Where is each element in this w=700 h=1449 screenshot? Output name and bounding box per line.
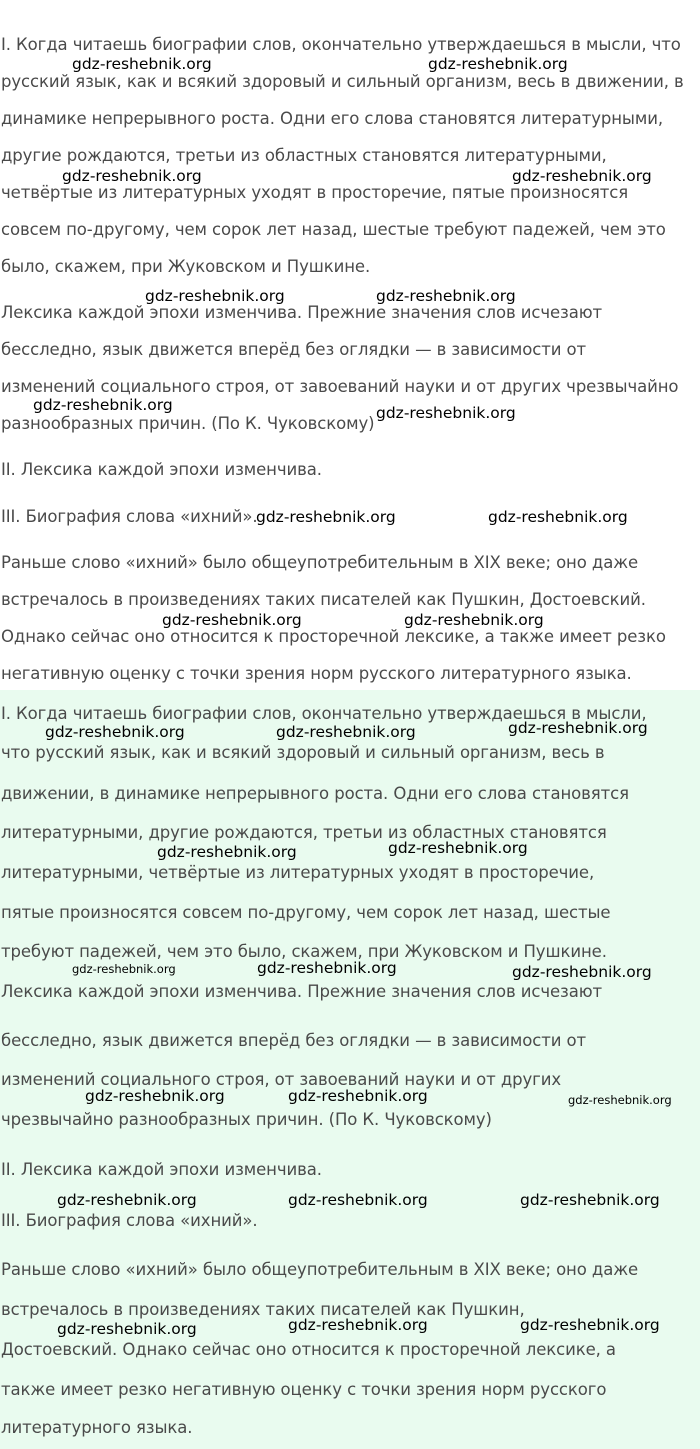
- text-line: динамике непрерывного роста. Одни его слова становятся литературными,: [1, 109, 663, 128]
- watermark: gdz-reshebnik.org: [57, 1320, 197, 1338]
- text-line: Однако сейчас оно относится к просторечной лексике, а также имеет резко: [1, 627, 666, 646]
- watermark: gdz-reshebnik.org: [520, 1316, 660, 1334]
- text-line: Лексика каждой эпохи изменчива. Прежние значения слов исчезают: [1, 982, 603, 1001]
- watermark: gdz-reshebnik.org: [388, 839, 528, 857]
- text-line: III. Биография слова «ихний».: [1, 1211, 258, 1230]
- text-line: I. Когда читаешь биографии слов, окончательно утверждаешься в мысли, что: [1, 35, 681, 54]
- text-block-answer: [0, 690, 700, 1449]
- watermark: gdz-reshebnik.org: [508, 719, 648, 737]
- text-line: II. Лексика каждой эпохи изменчива.: [1, 1160, 322, 1179]
- watermark: gdz-reshebnik.org: [376, 287, 516, 305]
- watermark: gdz-reshebnik.org: [376, 404, 516, 422]
- text-line: Достоевский. Однако сейчас оно относится к просторечной лексике, а: [1, 1340, 616, 1359]
- text-line: литературными, четвёртые из литературных уходят в просторечие,: [1, 863, 595, 882]
- text-line: чрезвычайно разнообразных причин. (По К. Чуковскому): [1, 1110, 492, 1129]
- text-block-original: [0, 0, 700, 690]
- watermark: gdz-reshebnik.org: [257, 959, 397, 977]
- text-line: было, скажем, при Жуковском и Пушкине.: [1, 257, 371, 276]
- text-line: четвёртые из литературных уходят в просторечие, пятые произносятся: [1, 183, 629, 202]
- text-line: требуют падежей, чем это было, скажем, при Жуковском и Пушкине.: [1, 942, 607, 961]
- watermark: gdz-reshebnik.org: [568, 1093, 672, 1107]
- watermark: gdz-reshebnik.org: [72, 55, 212, 73]
- text-line: изменений социального строя, от завоеваний науки и от других чрезвычайно: [1, 377, 679, 396]
- watermark: gdz-reshebnik.org: [428, 55, 568, 73]
- watermark: gdz-reshebnik.org: [520, 1191, 660, 1209]
- text-line: Лексика каждой эпохи изменчива. Прежние значения слов исчезают: [1, 303, 603, 322]
- text-line: совсем по-другому, чем сорок лет назад, шестые требуют падежей, чем это: [1, 220, 666, 239]
- watermark: gdz-reshebnik.org: [288, 1191, 428, 1209]
- watermark: gdz-reshebnik.org: [85, 1087, 225, 1105]
- watermark: gdz-reshebnik.org: [512, 167, 652, 185]
- watermark: gdz-reshebnik.org: [288, 1316, 428, 1334]
- text-line: движении, в динамике непрерывного роста. Одни его слова становятся: [1, 784, 629, 803]
- text-line: II. Лексика каждой эпохи изменчива.: [1, 460, 322, 479]
- text-line: другие рождаются, третьи из областных становятся литературными,: [1, 146, 607, 165]
- text-line: встречалось в произведениях таких писателей как Пушкин,: [1, 1300, 525, 1319]
- watermark: gdz-reshebnik.org: [45, 723, 185, 741]
- watermark: gdz-reshebnik.org: [157, 843, 297, 861]
- watermark: gdz-reshebnik.org: [62, 167, 202, 185]
- watermark: gdz-reshebnik.org: [57, 1191, 197, 1209]
- text-line: бесследно, язык движется вперёд без оглядки — в зависимости от: [1, 340, 587, 359]
- watermark: gdz-reshebnik.org: [256, 508, 396, 526]
- watermark: gdz-reshebnik.org: [288, 1087, 428, 1105]
- watermark: gdz-reshebnik.org: [33, 396, 173, 414]
- text-line: также имеет резко негативную оценку с точки зрения норм русского: [1, 1380, 607, 1399]
- text-line: пятые произносятся совсем по-другому, чем сорок лет назад, шестые: [1, 903, 611, 922]
- watermark: gdz-reshebnik.org: [72, 962, 176, 976]
- watermark: gdz-reshebnik.org: [162, 611, 302, 629]
- text-line: бесследно, язык движется вперёд без оглядки — в зависимости от: [1, 1031, 587, 1050]
- text-line: I. Когда читаешь биографии слов, окончательно утверждаешься в мысли,: [1, 704, 647, 723]
- text-line: Раньше слово «ихний» было общеупотребительным в XIX веке; оно даже: [1, 1260, 639, 1279]
- text-line: III. Биография слова «ихний».: [1, 507, 258, 526]
- watermark: gdz-reshebnik.org: [145, 287, 285, 305]
- text-line: Раньше слово «ихний» было общеупотребительным в XIX веке; оно даже: [1, 553, 639, 572]
- text-line: литературного языка.: [1, 1418, 193, 1437]
- text-line: негативную оценку с точки зрения норм русского литературного языка.: [1, 664, 632, 683]
- watermark: gdz-reshebnik.org: [488, 508, 628, 526]
- text-line: русский язык, как и всякий здоровый и сильный организм, весь в движении, в: [1, 72, 684, 91]
- text-line: что русский язык, как и всякий здоровый и сильный организм, весь в: [1, 743, 605, 762]
- text-line: изменений социального строя, от завоеваний науки и от других: [1, 1070, 562, 1089]
- watermark: gdz-reshebnik.org: [512, 963, 652, 981]
- watermark: gdz-reshebnik.org: [276, 723, 416, 741]
- text-line: разнообразных причин. (По К. Чуковскому): [1, 414, 375, 433]
- text-line: встречалось в произведениях таких писателей как Пушкин, Достоевский.: [1, 590, 646, 609]
- watermark: gdz-reshebnik.org: [404, 611, 544, 629]
- text-line: литературными, другие рождаются, третьи из областных становятся: [1, 823, 607, 842]
